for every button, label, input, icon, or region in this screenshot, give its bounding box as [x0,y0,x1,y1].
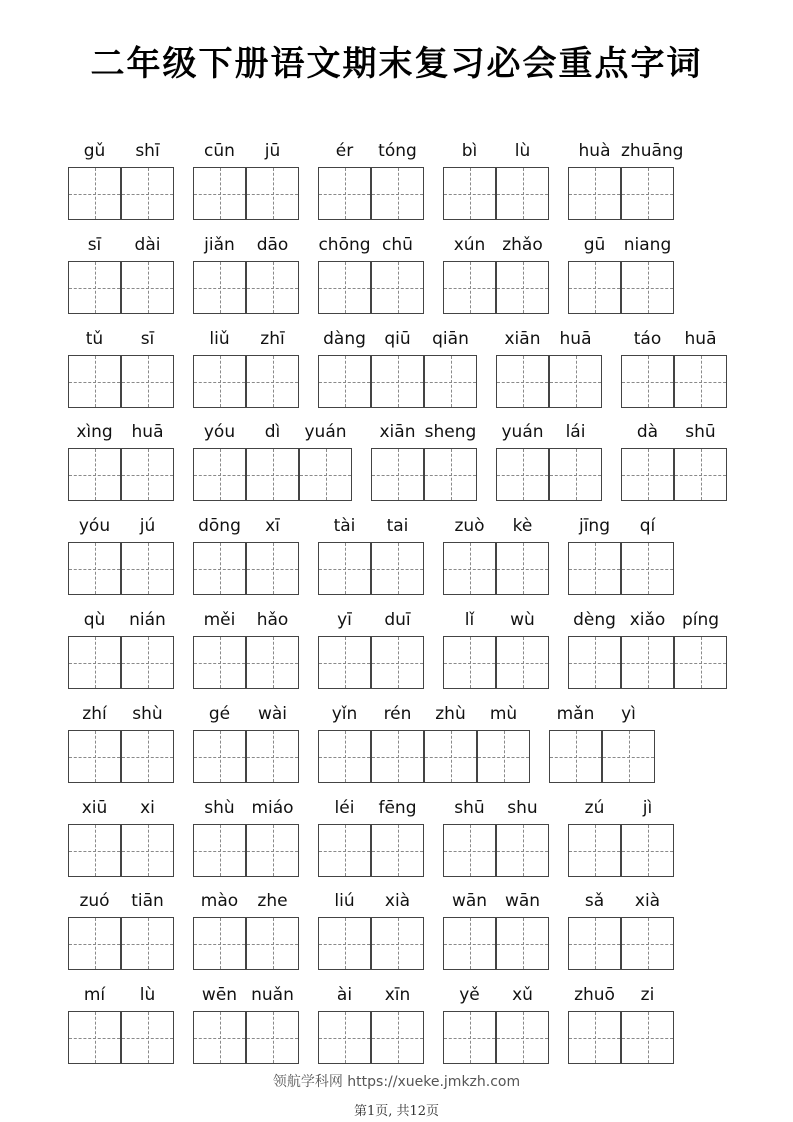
pinyin-label: sheng [424,422,477,442]
writing-box[interactable] [121,261,174,314]
word-group [318,796,424,886]
pinyin-label: léi [334,798,355,818]
writing-box[interactable] [568,636,621,689]
pinyin-label: miáo [251,798,294,818]
word-group [193,983,299,1073]
pinyin-label: shū [685,422,716,442]
pinyin-label: tǔ [85,329,104,349]
pinyin-label: lǐ [464,610,475,630]
pinyin-label: rén [383,704,412,724]
word-group [568,889,674,979]
writing-box[interactable] [443,1011,496,1064]
word-group [443,983,549,1073]
writing-box[interactable] [318,824,371,877]
writing-box[interactable] [496,448,549,501]
word-group [371,420,477,510]
pinyin-label: qí [639,516,656,536]
pinyin-label: chū [382,235,413,255]
word-group [549,702,655,792]
writing-box[interactable] [193,261,246,314]
pinyin-label: xìng [76,422,113,442]
pinyin-label: duī [384,610,411,630]
pinyin-label: sī [140,329,155,349]
writing-box[interactable] [246,1011,299,1064]
word-group [568,233,674,323]
pinyin-label: zhuō [574,985,615,1005]
word-group [193,608,299,698]
pinyin-label: zhù [435,704,466,724]
pinyin-label: lù [514,141,531,161]
pinyin-label: cūn [204,141,235,161]
word-group [443,608,549,698]
word-group [496,420,602,510]
word-group [68,889,174,979]
pinyin-label: kè [512,516,533,536]
writing-box[interactable] [121,355,174,408]
writing-box[interactable] [193,824,246,877]
pinyin-label: yī [337,610,352,630]
writing-box[interactable] [621,824,674,877]
word-group [318,983,424,1073]
writing-box[interactable] [443,917,496,970]
writing-box[interactable] [121,917,174,970]
pinyin-label: píng [681,610,720,630]
word-group [443,889,549,979]
word-group [621,420,727,510]
word-group [193,796,299,886]
word-group [568,983,674,1073]
pinyin-label: yǐn [331,704,358,724]
pinyin-label: zuò [454,516,485,536]
pinyin-label: tài [333,516,356,536]
pinyin-label: zhuāng [621,141,684,161]
writing-box[interactable] [424,730,477,783]
pinyin-label: xǔ [512,985,533,1005]
writing-box[interactable] [371,730,424,783]
writing-box[interactable] [318,636,371,689]
writing-box[interactable] [371,636,424,689]
word-group [318,702,530,792]
pinyin-label: jú [139,516,156,536]
writing-box[interactable] [621,542,674,595]
writing-box[interactable] [318,167,371,220]
word-group [621,327,727,417]
pinyin-label: qiān [432,329,469,349]
writing-box[interactable] [246,636,299,689]
writing-box[interactable] [246,730,299,783]
pinyin-label: bì [461,141,478,161]
writing-box[interactable] [68,167,121,220]
writing-box[interactable] [371,448,424,501]
pinyin-label: mǎn [556,704,595,724]
writing-box[interactable] [496,355,549,408]
pinyin-label: zhe [257,891,288,911]
writing-box[interactable] [424,355,477,408]
writing-box[interactable] [246,355,299,408]
word-group [496,327,602,417]
writing-box[interactable] [496,824,549,877]
writing-box[interactable] [568,542,621,595]
writing-box[interactable] [193,730,246,783]
word-row [0,139,793,229]
writing-box[interactable] [371,355,424,408]
writing-box[interactable] [496,261,549,314]
writing-box[interactable] [674,355,727,408]
word-row [0,983,793,1073]
word-group [318,139,424,229]
writing-box[interactable] [68,917,121,970]
pinyin-label: liú [334,891,355,911]
writing-box[interactable] [371,542,424,595]
pinyin-label: yì [621,704,636,724]
word-group [568,514,674,604]
pinyin-label: wān [451,891,488,911]
source-watermark: 领航学科网 https://xueke.jmkzh.com [272,1074,521,1090]
pinyin-label: nuǎn [251,985,294,1005]
pinyin-label: xià [384,891,411,911]
page-title: 二年级下册语文期末复习必会重点字词 [90,44,703,84]
pinyin-label: nián [129,610,166,630]
writing-box[interactable] [568,917,621,970]
writing-box[interactable] [602,730,655,783]
pinyin-label: huā [559,329,592,349]
pinyin-label: dà [636,422,659,442]
pinyin-label: jū [264,141,281,161]
word-row [0,608,793,698]
writing-box[interactable] [68,448,121,501]
word-group [568,139,684,229]
pinyin-label: zhī [260,329,285,349]
writing-box[interactable] [246,542,299,595]
word-row [0,702,793,792]
word-group [193,327,299,417]
writing-box[interactable] [121,542,174,595]
pinyin-label: sǎ [584,891,605,911]
writing-box[interactable] [193,917,246,970]
word-group [193,233,299,323]
writing-box[interactable] [193,355,246,408]
pinyin-label: jīng [578,516,610,536]
writing-box[interactable] [674,636,727,689]
pinyin-label: huā [131,422,164,442]
word-group [443,233,549,323]
writing-box[interactable] [621,355,674,408]
word-group [443,796,549,886]
writing-box[interactable] [371,917,424,970]
writing-box[interactable] [121,1011,174,1064]
pinyin-label: wān [504,891,541,911]
writing-box[interactable] [68,730,121,783]
writing-box[interactable] [496,542,549,595]
writing-box[interactable] [68,636,121,689]
pinyin-label: xīn [384,985,411,1005]
writing-box[interactable] [121,824,174,877]
word-group [318,233,424,323]
pinyin-label: shu [507,798,538,818]
pinyin-label: wēn [201,985,238,1005]
word-group [568,608,727,698]
writing-box[interactable] [477,730,530,783]
word-group [68,608,174,698]
pinyin-label: měi [203,610,236,630]
pinyin-label: huà [578,141,611,161]
pinyin-label: xiān [379,422,416,442]
pinyin-label: niang [623,235,672,255]
word-group [68,514,174,604]
pinyin-label: shī [135,141,160,161]
word-group [193,702,299,792]
writing-box[interactable] [621,448,674,501]
word-row [0,420,793,510]
pinyin-label: lù [139,985,156,1005]
pinyin-label: sī [87,235,102,255]
pinyin-label: wài [257,704,288,724]
writing-box[interactable] [318,355,371,408]
word-group [68,139,174,229]
word-group [68,796,174,886]
word-group [318,608,424,698]
pinyin-label: dèng [573,610,616,630]
pinyin-label: jiǎn [204,235,235,255]
word-group [318,889,424,979]
pinyin-label: zi [640,985,655,1005]
pinyin-label: xiān [504,329,541,349]
writing-box[interactable] [443,261,496,314]
pinyin-label: wù [510,610,535,630]
pinyin-label: shù [132,704,163,724]
pinyin-label: dài [134,235,161,255]
writing-box[interactable] [299,448,352,501]
writing-box[interactable] [246,448,299,501]
pinyin-label: xià [634,891,661,911]
writing-box[interactable] [193,636,246,689]
page-number: 第1页, 共12页 [353,1104,440,1119]
word-group [193,889,299,979]
word-group [68,233,174,323]
writing-box[interactable] [496,1011,549,1064]
pinyin-label: shū [454,798,485,818]
pinyin-label: qiū [384,329,411,349]
word-group [68,327,174,417]
pinyin-label: lái [565,422,586,442]
pinyin-label: xún [453,235,486,255]
writing-box[interactable] [121,167,174,220]
writing-box[interactable] [68,824,121,877]
writing-box[interactable] [568,1011,621,1064]
pinyin-label: dàng [323,329,366,349]
pinyin-label: zhǎo [502,235,543,255]
pinyin-label: gé [208,704,231,724]
writing-box[interactable] [193,167,246,220]
pinyin-label: dāo [256,235,289,255]
word-group [68,983,174,1073]
pinyin-label: shù [204,798,235,818]
pinyin-label: yuán [304,422,347,442]
writing-box[interactable] [371,1011,424,1064]
word-row [0,889,793,979]
writing-box[interactable] [443,824,496,877]
writing-box[interactable] [496,167,549,220]
pinyin-label: gǔ [83,141,106,161]
pinyin-label: yuán [501,422,544,442]
pinyin-label: yóu [203,422,236,442]
writing-box[interactable] [318,542,371,595]
pinyin-label: yě [459,985,480,1005]
writing-box[interactable] [121,448,174,501]
word-group [68,420,174,510]
writing-box[interactable] [621,167,674,220]
pinyin-label: zuó [79,891,110,911]
pinyin-label: mào [200,891,239,911]
pinyin-label: xiū [81,798,108,818]
pinyin-label: xiǎo [629,610,666,630]
writing-box[interactable] [193,1011,246,1064]
word-group [193,420,352,510]
writing-box[interactable] [424,448,477,501]
writing-box[interactable] [621,917,674,970]
pinyin-label: tóng [378,141,417,161]
pinyin-label: yóu [78,516,111,536]
pinyin-label: qù [83,610,106,630]
writing-box[interactable] [246,824,299,877]
writing-box[interactable] [318,730,371,783]
writing-box[interactable] [246,917,299,970]
writing-box[interactable] [68,542,121,595]
writing-box[interactable] [549,448,602,501]
word-group [193,139,299,229]
writing-box[interactable] [496,917,549,970]
writing-box[interactable] [674,448,727,501]
writing-box[interactable] [568,824,621,877]
writing-box[interactable] [621,261,674,314]
word-row [0,233,793,323]
writing-box[interactable] [549,730,602,783]
word-group [568,796,674,886]
pinyin-label: fēng [378,798,417,818]
pinyin-label: tiān [131,891,164,911]
writing-box[interactable] [568,261,621,314]
writing-box[interactable] [246,167,299,220]
pinyin-label: zú [584,798,605,818]
writing-box[interactable] [443,167,496,220]
writing-box[interactable] [193,542,246,595]
writing-box[interactable] [68,355,121,408]
pinyin-label: mù [489,704,518,724]
pinyin-label: gū [583,235,606,255]
writing-box[interactable] [621,1011,674,1064]
pinyin-label: tai [386,516,409,536]
pinyin-label: mí [83,985,106,1005]
writing-box[interactable] [318,917,371,970]
writing-box[interactable] [549,355,602,408]
writing-box[interactable] [193,448,246,501]
word-group [443,139,549,229]
word-row [0,514,793,604]
pinyin-label: táo [633,329,662,349]
writing-box[interactable] [318,1011,371,1064]
word-group [318,327,477,417]
writing-box[interactable] [371,261,424,314]
writing-box[interactable] [121,636,174,689]
pinyin-label: ài [336,985,353,1005]
pinyin-label: dì [264,422,281,442]
pinyin-label: xī [265,516,280,536]
pinyin-label: huā [684,329,717,349]
writing-box[interactable] [246,261,299,314]
writing-box[interactable] [318,261,371,314]
writing-box[interactable] [568,167,621,220]
writing-box[interactable] [443,542,496,595]
pinyin-label: hǎo [256,610,289,630]
word-row [0,327,793,417]
writing-box[interactable] [68,1011,121,1064]
pinyin-label: chōng [318,235,371,255]
writing-box[interactable] [371,167,424,220]
writing-box[interactable] [121,730,174,783]
pinyin-label: ér [335,141,354,161]
pinyin-label: jì [642,798,653,818]
writing-box[interactable] [496,636,549,689]
writing-box[interactable] [371,824,424,877]
writing-box[interactable] [443,636,496,689]
word-row [0,796,793,886]
word-group [443,514,549,604]
writing-box[interactable] [621,636,674,689]
pinyin-label: dōng [198,516,241,536]
pinyin-label: xi [140,798,155,818]
word-group [318,514,424,604]
word-group [193,514,299,604]
writing-box[interactable] [68,261,121,314]
pinyin-label: liǔ [209,329,230,349]
pinyin-label: zhí [82,704,107,724]
word-group [68,702,174,792]
